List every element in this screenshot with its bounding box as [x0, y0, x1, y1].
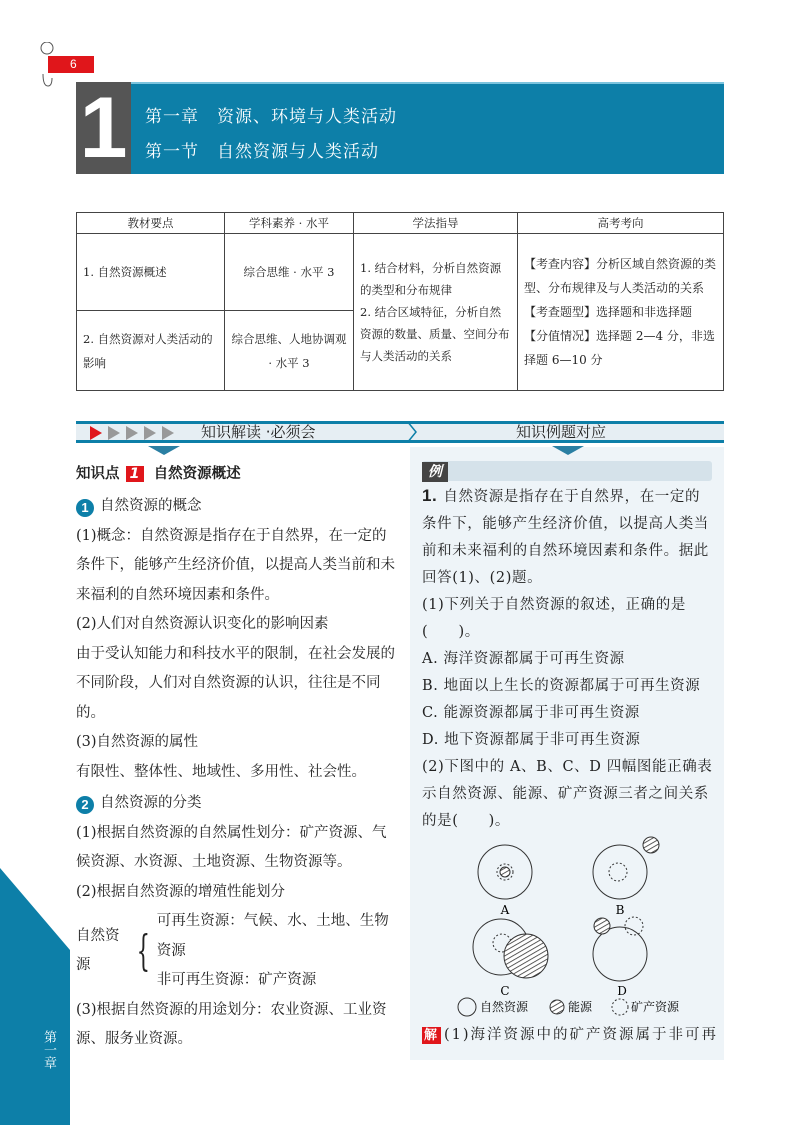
chapter-title: 第一章 资源、环境与人类活动: [145, 107, 397, 127]
subheading: 自然资源的分类: [100, 795, 202, 811]
diagram-a: [478, 845, 532, 899]
paragraph: 由于受认知能力和科技水平的限制，在社会发展的不同阶段，人们对自然资源的认识，往往是不同的。: [76, 645, 395, 721]
diagram-label: D: [617, 984, 627, 998]
legend-label: 能源: [568, 1000, 593, 1014]
question-text: 自然资源是指存在于自然界，在一定的条件下，能够产生经济价值，以提高人类当前和未来福利的自然环境因素和条件。据此回答(1)、(2)题。: [422, 489, 709, 586]
exam-item: 【考查题型】选择题和非选择题: [524, 305, 693, 319]
diagram-label: A: [500, 903, 510, 917]
chapter-number: 1: [76, 82, 131, 174]
diagram-c: [473, 919, 548, 978]
table-header: 学科素养 · 水平: [225, 213, 354, 234]
down-arrow-icon: [148, 446, 180, 455]
overview-table: [76, 212, 724, 391]
question-part: (1)下列关于自然资源的叙述，正确的是( )。: [422, 597, 686, 640]
option[interactable]: A. 海洋资源都属于可再生资源: [422, 651, 625, 667]
table-cell: 1. 自然资源概述: [77, 234, 225, 311]
table-cell: 综合思维、人地协调观 · 水平 3: [225, 311, 354, 391]
paragraph: (1)根据自然资源的自然属性划分：矿产资源、气候资源、水资源、土地资源、生物资源等。: [76, 824, 387, 870]
option[interactable]: C. 能源资源都属于非可再生资源: [422, 705, 640, 721]
paragraph: (3)自然资源的属性: [76, 734, 199, 750]
chapter-header: [131, 82, 724, 174]
kp-number: 1: [126, 466, 144, 482]
option[interactable]: B. 地面以上生长的资源都属于可再生资源: [422, 678, 701, 694]
diagram-b: [593, 837, 659, 899]
example-label: 例: [422, 462, 448, 482]
kp-prefix: 知识点: [76, 466, 120, 482]
exam-item: 【分值情况】选择题 2—4 分，非选择题 6—10 分: [524, 329, 715, 367]
paragraph: 有限性、整体性、地域性、多用性、社会性。: [76, 763, 366, 780]
legend-label: 矿产资源: [631, 1000, 680, 1014]
paragraph: (1)概念：自然资源是指存在于自然界，在一定的条件下，能够产生经济价值，以提高人类当前和未来福利的自然环境因素和条件。: [76, 527, 395, 603]
guidance-item: 1. 结合材料，分析自然资源的类型和分布规律: [360, 261, 502, 297]
bar-right-title: 知识例题对应: [516, 423, 607, 441]
example-header: [422, 461, 712, 481]
kp-title: 自然资源概述: [153, 466, 241, 482]
table-cell: 综合思维 · 水平 3: [225, 234, 354, 311]
option[interactable]: D. 地下资源都属于非可再生资源: [422, 732, 641, 748]
brace-label: 自然资源: [76, 927, 120, 974]
resource-relation-diagram: [410, 830, 724, 1030]
page-number: 6: [48, 56, 94, 73]
bar-left-title: 知识解读 ·必须会: [201, 423, 316, 441]
divider-chevron-icon: [406, 421, 418, 443]
arrows-icon: [90, 426, 180, 440]
paragraph: (3)根据自然资源的用途划分：农业资源、工业资源、服务业资源。: [76, 1001, 387, 1047]
diagram-d: [593, 917, 647, 981]
exam-item: 【考查内容】分析区域自然资源的类型、分布规律及与人类活动的关系: [524, 257, 717, 295]
diagram-label: B: [615, 903, 625, 917]
paragraph: (2)根据自然资源的增殖性能划分: [76, 883, 286, 900]
classification-brace: [76, 907, 400, 996]
legend-label: 自然资源: [480, 1000, 529, 1014]
question-number: 1.: [422, 486, 438, 505]
brace-item: 非可再生资源：矿产资源: [156, 972, 317, 988]
paragraph: (2)人们对自然资源认识变化的影响因素: [76, 616, 329, 632]
left-content: [76, 492, 400, 1055]
table-header: 学法指导: [354, 213, 518, 234]
brace-item: 可再生资源：气候、水、土地、生物资源: [156, 913, 389, 959]
table-header: 教材要点: [77, 213, 225, 234]
question-part: (2)下图中的 A、B、C、D 四幅图能正确表示自然资源、能源、矿产资源三者之间关系的是( )。: [422, 759, 713, 829]
side-tab-chapter[interactable]: 第一章: [41, 1030, 56, 1069]
knowledge-point-heading: [76, 462, 241, 483]
guidance-item: 2. 结合区域特征，分析自然资源的数量、质量、空间分布与人类活动的关系: [360, 305, 510, 363]
section-number-badge: 1: [76, 499, 94, 517]
brace-icon: {: [136, 926, 151, 976]
diagram-label: C: [500, 984, 510, 998]
legend-energy-icon: [550, 1000, 564, 1014]
example-content: [422, 484, 714, 835]
section-bar: [76, 421, 724, 443]
table-cell: 2. 自然资源对人类活动的影响: [77, 311, 225, 391]
down-arrow-icon: [552, 446, 584, 455]
answer: [422, 1022, 722, 1049]
answer-label: 解: [424, 1028, 440, 1043]
section-number-badge: 2: [76, 796, 94, 814]
table-header: 高考考向: [518, 213, 724, 234]
legend-natural-icon: [458, 998, 476, 1016]
subheading: 自然资源的概念: [100, 498, 202, 514]
legend-mineral-icon: [612, 999, 628, 1015]
answer-text: (1)海洋资源中的矿产资源属于非可再: [444, 1027, 719, 1043]
section-title: 第一节 自然资源与人类活动: [145, 142, 379, 162]
